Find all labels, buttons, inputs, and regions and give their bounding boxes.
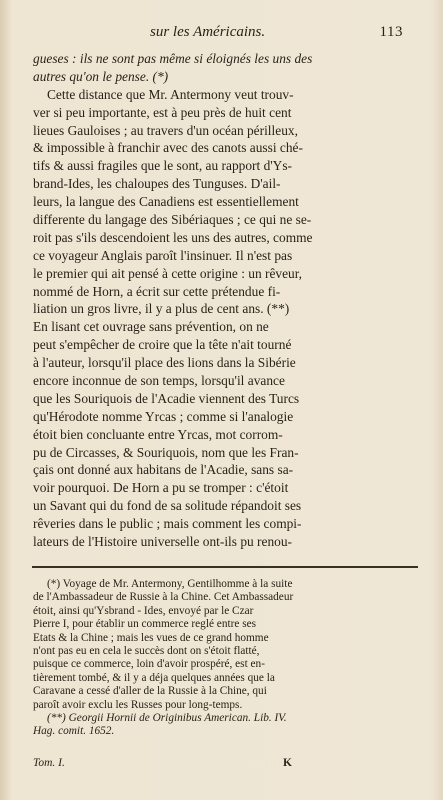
text-line: çais ont donné aux habitans de l'Acadie, sans sa- xyxy=(33,462,294,478)
running-head: sur les Américains. xyxy=(150,24,266,40)
footnote-line: paroît avoir exclu les Russes pour long-temps. xyxy=(33,698,243,711)
footnote-divider xyxy=(32,566,418,568)
footnote-line: (*) Voyage de Mr. Antermony, Gentilhomme à la suite xyxy=(47,578,293,590)
text-line: rêveries dans le public ; mais comment les compi- xyxy=(33,516,302,532)
text-line: peut s'empêcher de croire que la tête n'ait tourné xyxy=(33,337,292,353)
text-line: gueses : ils ne sont pas même si éloignés les uns des xyxy=(33,51,313,66)
text-line: étoit bien concluante entre Yrcas, mot corrom- xyxy=(33,426,283,442)
gathering-mark: K xyxy=(283,757,292,769)
text-line: ce voyageur Anglais paroît l'insinuer. Il n'est pas xyxy=(33,247,293,263)
page-footer xyxy=(33,757,413,773)
footnote-line: tièrement tombé, & il y a déja quelques années que la xyxy=(33,671,275,684)
footnote-line: Pierre I, pour établir un commerce reglé entre ses xyxy=(33,618,257,631)
footnote-line: (**) Georgii Hornii de Originibus American. Lib. IV. xyxy=(47,711,287,724)
text-line: le premier qui ait pensé à cette origine : un rêveur, xyxy=(33,265,303,281)
footnote-line: n'ont pas eu en cela le succès dont on s'étoit flatté, xyxy=(33,644,260,657)
text-line: leurs, la langue des Canadiens est essentiellement xyxy=(33,194,299,210)
footnote-line: Hag. comit. 1652. xyxy=(33,725,115,738)
main-text xyxy=(33,50,413,551)
footnote-line: puisque ce commerce, loin d'avoir prospéré, est en- xyxy=(33,658,265,671)
text-line: tifs & aussi fragiles que le sont, au rapport d'Ys- xyxy=(33,158,293,174)
footnote-line: de l'Ambassadeur de Russie à la Chine. Cet Ambassadeur xyxy=(33,591,294,604)
text-line: encore inconnue de son temps, lorsqu'il avance xyxy=(33,373,285,389)
text-line: un Savant qui du fond de sa solitude répandoit ses xyxy=(33,498,302,514)
text-line: Cette distance que Mr. Antermony veut trouv- xyxy=(47,86,294,102)
text-line: & impossible à franchir avec des canots aussi ché- xyxy=(33,140,303,156)
page-number: 113 xyxy=(379,24,403,40)
text-line: nommé de Horn, a écrit sur cette prétendue fi- xyxy=(33,283,281,299)
text-line: autres qu'on le pense. (*) xyxy=(33,68,169,84)
text-line: voir pourquoi. De Horn a pu se tromper : c'étoit xyxy=(33,480,289,496)
text-line: brand-Ides, les chaloupes des Tunguses. D'ail- xyxy=(33,176,281,192)
volume-signature: Tom. I. xyxy=(33,757,65,769)
text-line: roit pas s'ils descendoient les uns des autres, comme xyxy=(33,229,313,245)
text-line: pu de Circasses, & Souriquois, nom que les Fran- xyxy=(33,444,299,460)
text-line: En lisant cet ouvrage sans prévention, on ne xyxy=(33,319,269,335)
footnote-line: Etats & la Chine ; mais les vues de ce grand homme xyxy=(33,631,269,644)
text-line: liation un gros livre, il y a plus de cent ans. (**) xyxy=(33,301,290,317)
text-line: differente du langage des Sibériaques ; ce qui ne se- xyxy=(33,212,312,228)
footnote-line: étoit, ainsi qu'Ysbrand - Ides, envoyé par le Czar xyxy=(33,604,254,617)
text-line: qu'Hérodote nomme Yrcas ; comme si l'analogie xyxy=(33,408,294,424)
footnotes xyxy=(33,578,413,739)
footnote-line: Caravane a cessé d'aller de la Russie à la Chine, qui xyxy=(33,685,267,698)
text-line: lateurs de l'Histoire universelle ont-ils pu renou- xyxy=(33,534,292,550)
page-header xyxy=(0,24,443,44)
text-line: ver si peu importante, est à peu près de huit cent xyxy=(33,104,292,120)
text-line: que les Souriquois de l'Acadie viennent des Turcs xyxy=(33,390,300,406)
text-line: lieues Gauloises ; au travers d'un océan périlleux, xyxy=(33,122,298,138)
text-line: à l'auteur, lorsqu'il place des lions dans la Sibérie xyxy=(33,355,296,371)
